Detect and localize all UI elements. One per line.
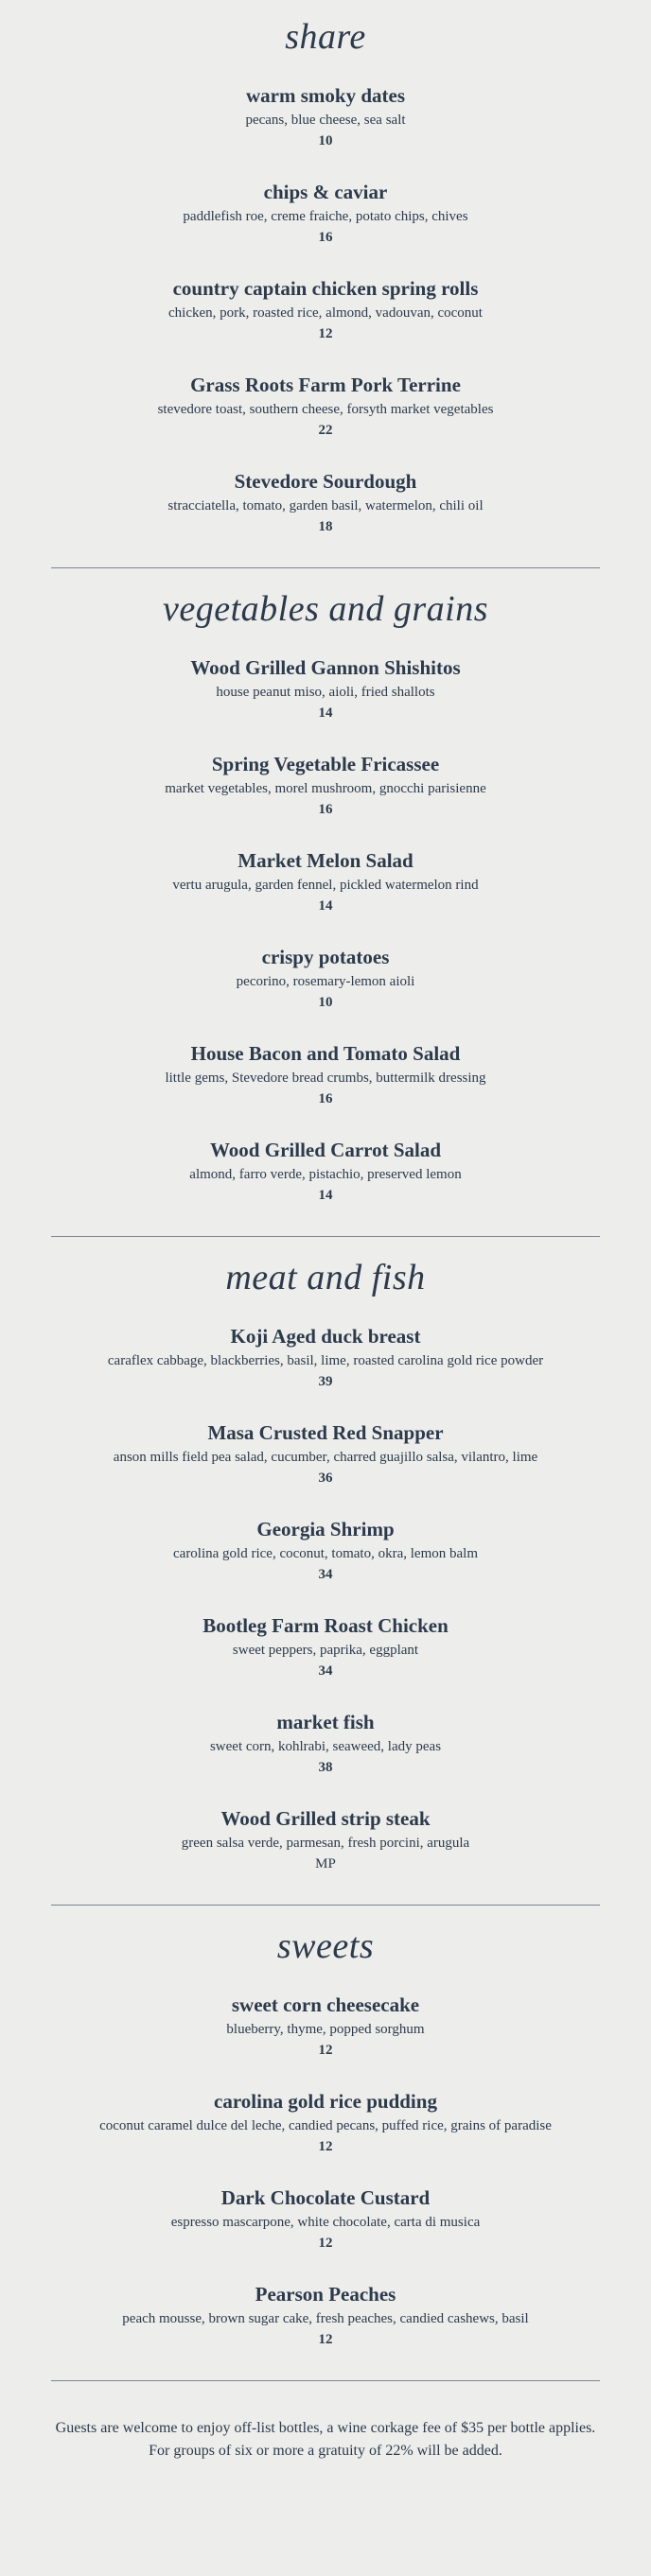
menu-item	[0, 74, 651, 170]
menu-item	[0, 2080, 651, 2176]
item-description: espresso mascarpone, white chocolate, carta di musica	[170, 2215, 481, 2230]
item-description: stracciatella, tomato, garden basil, watermelon, chili oil	[167, 498, 484, 513]
gratuity-note: For groups of six or more a gratuity of 22% will be added.	[149, 2443, 502, 2459]
item-name: Pearson Peaches	[255, 2283, 396, 2306]
item-price: 12	[318, 2236, 333, 2251]
item-description: blueberry, thyme, popped sorghum	[226, 2022, 425, 2037]
corkage-note: Guests are welcome to enjoy off-list bottles, a wine corkage fee of $35 per bottle applies.	[55, 2420, 596, 2436]
menu-item	[0, 2176, 651, 2272]
item-price: 18	[318, 519, 333, 534]
item-description: little gems, Stevedore bread crumbs, buttermilk dressing	[165, 1070, 486, 1086]
item-description: pecorino, rosemary-lemon aioli	[236, 974, 415, 989]
item-description: carolina gold rice, coconut, tomato, okra, lemon balm	[173, 1546, 478, 1561]
item-description: coconut caramel dulce del leche, candied pecans, puffed rice, grains of paradise	[99, 2118, 552, 2133]
item-name: House Bacon and Tomato Salad	[190, 1042, 461, 1065]
footer-note	[0, 2417, 651, 2463]
item-description: paddlefish roe, creme fraiche, potato chips, chives	[183, 209, 468, 224]
menu-item	[0, 1507, 651, 1604]
item-description: stevedore toast, southern cheese, forsyth market vegetables	[157, 402, 494, 417]
item-description: vertu arugula, garden fennel, pickled watermelon rind	[172, 878, 479, 893]
item-name: sweet corn cheesecake	[231, 1993, 420, 2016]
item-price: 14	[318, 1188, 333, 1203]
menu-item	[0, 1314, 651, 1411]
item-description: anson mills field pea salad, cucumber, charred guajillo salsa, vilantro, lime	[113, 1450, 538, 1465]
item-price: 39	[318, 1374, 333, 1389]
item-price: 14	[318, 898, 333, 914]
item-description: chicken, pork, roasted rice, almond, vadouvan, coconut	[168, 305, 483, 321]
item-price: 12	[318, 2332, 333, 2347]
item-description: sweet peppers, paprika, eggplant	[232, 1643, 419, 1658]
menu-item	[0, 1700, 651, 1797]
item-name: Market Melon Salad	[238, 849, 413, 872]
item-price: 36	[318, 1471, 333, 1486]
item-name: Wood Grilled strip steak	[220, 1807, 431, 1830]
menu-item	[0, 646, 651, 742]
item-price: 34	[318, 1663, 333, 1679]
menu-item	[0, 1128, 651, 1225]
menu-item	[0, 1983, 651, 2080]
menu-item	[0, 1411, 651, 1507]
item-price: 10	[318, 995, 333, 1010]
menu-item	[0, 267, 651, 363]
section-share	[0, 0, 651, 568]
menu-item	[0, 170, 651, 267]
item-description: peach mousse, brown sugar cake, fresh peaches, candied cashews, basil	[122, 2311, 529, 2326]
menu-item	[0, 363, 651, 460]
menu-item	[0, 1604, 651, 1700]
item-name: country captain chicken spring rolls	[172, 277, 479, 300]
menu-item	[0, 839, 651, 935]
item-name: Wood Grilled Carrot Salad	[209, 1139, 442, 1161]
section-sweets	[0, 1906, 651, 2381]
item-name: market fish	[276, 1711, 375, 1733]
item-description: caraflex cabbage, blackberries, basil, lime, roasted carolina gold rice powder	[107, 1353, 544, 1368]
item-price: MP	[315, 1856, 336, 1871]
item-price: 22	[318, 423, 333, 438]
item-price: 38	[318, 1760, 333, 1775]
item-price: 34	[318, 1567, 333, 1582]
menu-item	[0, 460, 651, 556]
item-price: 16	[318, 802, 333, 817]
section-title: sweets	[276, 1926, 375, 1966]
item-price: 14	[318, 705, 333, 721]
menu-item	[0, 1032, 651, 1128]
item-description: green salsa verde, parmesan, fresh porcini, arugula	[181, 1836, 470, 1851]
item-name: chips & caviar	[263, 181, 388, 203]
item-description: sweet corn, kohlrabi, seaweed, lady peas	[209, 1739, 442, 1754]
section-title: share	[285, 17, 366, 57]
section-vegetables-and-grains	[0, 568, 651, 1237]
item-name: Spring Vegetable Fricassee	[211, 753, 440, 775]
section-meat-and-fish	[0, 1237, 651, 1906]
menu-item	[0, 935, 651, 1032]
item-name: crispy potatoes	[261, 946, 390, 968]
item-description: almond, farro verde, pistachio, preserved lemon	[189, 1167, 462, 1182]
item-name: warm smoky dates	[246, 84, 405, 107]
item-price: 12	[318, 326, 333, 341]
item-description: market vegetables, morel mushroom, gnocchi parisienne	[165, 781, 486, 796]
item-name: Grass Roots Farm Pork Terrine	[190, 374, 461, 396]
item-name: Masa Crusted Red Snapper	[207, 1421, 444, 1444]
section-title: vegetables and grains	[162, 589, 488, 629]
item-price: 16	[318, 230, 333, 245]
section-title: meat and fish	[225, 1258, 426, 1297]
item-description: house peanut miso, aioli, fried shallots	[216, 685, 435, 700]
menu-item	[0, 2272, 651, 2369]
menu-item	[0, 1797, 651, 1893]
item-name: Stevedore Sourdough	[234, 470, 417, 493]
item-description: pecans, blue cheese, sea salt	[245, 113, 406, 128]
item-price: 10	[318, 133, 333, 148]
menu-item	[0, 742, 651, 839]
section-divider	[51, 2380, 600, 2381]
item-price: 16	[318, 1091, 333, 1106]
item-name: Georgia Shrimp	[256, 1518, 395, 1540]
item-price: 12	[318, 2043, 333, 2058]
item-name: carolina gold rice pudding	[214, 2090, 437, 2113]
item-name: Koji Aged duck breast	[230, 1325, 421, 1348]
item-price: 12	[318, 2139, 333, 2154]
item-name: Bootleg Farm Roast Chicken	[202, 1614, 449, 1637]
item-name: Wood Grilled Gannon Shishitos	[190, 656, 461, 679]
item-name: Dark Chocolate Custard	[220, 2186, 431, 2209]
